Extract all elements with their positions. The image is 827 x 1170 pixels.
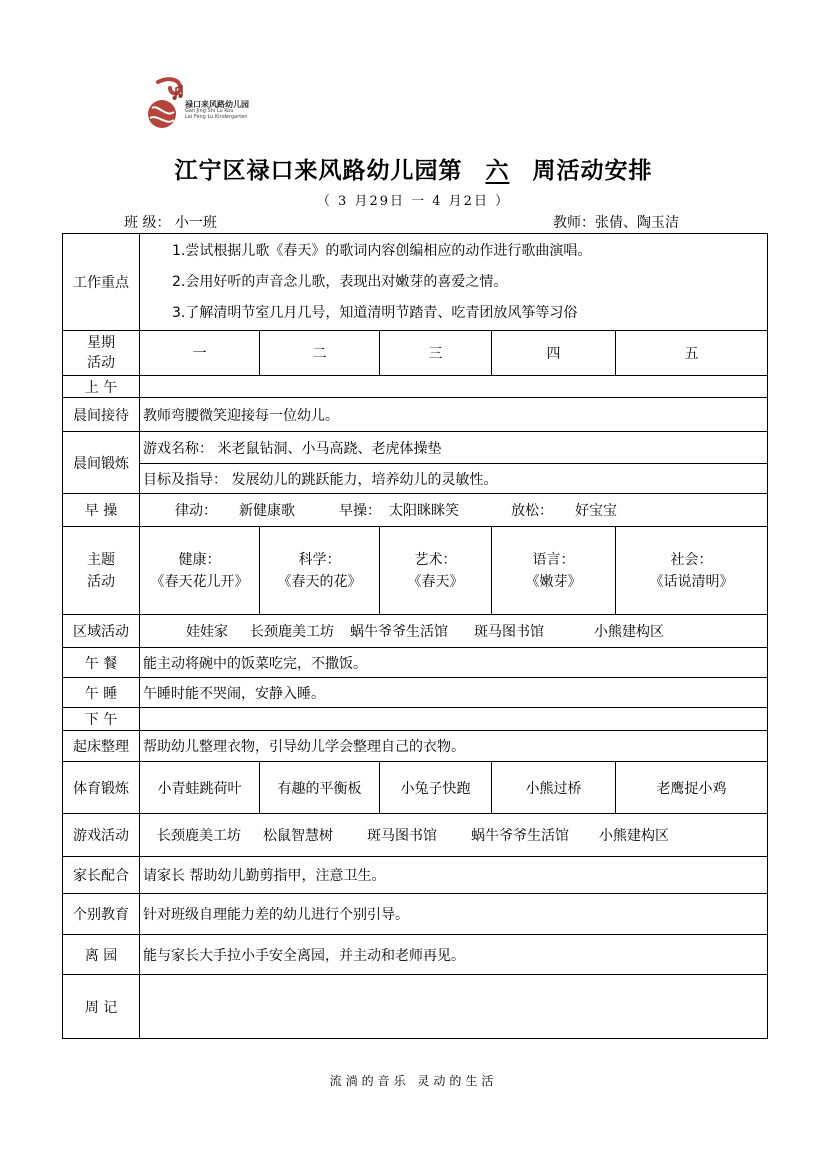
schedule-table (62, 233, 768, 1039)
early-exercise-item: 好宝宝 (575, 503, 617, 519)
theme-item (380, 527, 492, 615)
early-exercise-item: 新健康歌 (239, 503, 295, 519)
goals-row (63, 234, 768, 331)
games-item: 斑马图书馆 (367, 828, 437, 844)
pe-item: 老鹰捉小鸡 (616, 762, 768, 814)
early-exercise-row (63, 494, 768, 527)
page-title (0, 152, 827, 185)
goals-cell (140, 234, 768, 331)
area-item: 斑马图书馆 (474, 624, 544, 640)
area-item: 长颈鹿美工坊 (250, 624, 334, 640)
weekday-label-line1: 星期 (87, 335, 115, 351)
theme-title: 《嫩芽》 (525, 573, 582, 590)
early-exercise-item: 太阳眯眯笑 (389, 503, 459, 519)
theme-item (492, 527, 616, 615)
theme-subject: 语言： (532, 551, 575, 568)
wakeup-label: 起床整理 (63, 731, 140, 762)
nap-text: 午睡时能不哭闹，安静入睡。 (140, 678, 768, 708)
theme-title: 《春天》 (407, 573, 464, 590)
early-exercise-item: 早操： (339, 503, 381, 519)
theme-subject: 科学： (298, 551, 341, 568)
theme-label-line1: 主题 (87, 551, 115, 568)
morning-section-row (63, 376, 768, 398)
lunch-text: 能主动将碗中的饭菜吃完，不撒饭。 (140, 648, 768, 678)
games-item: 松鼠智慧树 (263, 828, 333, 844)
goals-label: 工作重点 (63, 234, 140, 331)
morning-label: 上 午 (63, 376, 140, 398)
reception-text: 教师弯腰微笑迎接每一位幼儿。 (140, 398, 768, 432)
games-label: 游戏活动 (63, 814, 140, 857)
theme-item (140, 527, 260, 615)
theme-title: 《话说清明》 (649, 573, 734, 590)
title-suffix: 周活动安排 (532, 157, 653, 184)
early-exercise-cell (140, 494, 768, 527)
morning-exercise-game: 游戏名称： 米老鼠钻洞、小马高跷、老虎体操垫 (140, 432, 768, 464)
wakeup-text: 帮助幼儿整理衣物，引导幼儿学会整理自己的衣物。 (140, 731, 768, 762)
weekly-note-text (140, 975, 768, 1039)
morning-exercise-label: 晨间锻炼 (63, 432, 140, 494)
weekday-fri: 五 (616, 331, 768, 376)
theme-subject: 艺术： (414, 551, 457, 568)
area-item: 小熊建构区 (594, 624, 664, 640)
pe-item: 有趣的平衡板 (260, 762, 380, 814)
theme-subject: 社会： (670, 551, 713, 568)
pe-label: 体育锻炼 (63, 762, 140, 814)
early-exercise-item: 放松： (511, 503, 553, 519)
games-item: 小熊建构区 (599, 828, 669, 844)
morning-exercise-goal: 目标及指导： 发展幼儿的跳跃能力，培养幼儿的灵敏性。 (140, 464, 768, 494)
weekday-mon: 一 (140, 331, 260, 376)
pe-item: 小熊过桥 (492, 762, 616, 814)
weekday-label-line2: 活动 (87, 355, 115, 371)
theme-item (616, 527, 768, 615)
footer-slogan: 流淌的音乐 灵动的生活 (329, 1074, 498, 1088)
goal-item: 2.会用好听的声音念儿歌，表现出对嫩芽的喜爱之情。 (172, 273, 508, 290)
parents-row (63, 857, 768, 894)
leave-text: 能与家长大手拉小手安全离园，并主动和老师再见。 (140, 935, 768, 975)
theme-title: 《春天的花》 (277, 573, 362, 590)
logo-text (185, 101, 249, 120)
individual-label: 个别教育 (63, 894, 140, 935)
games-item: 蜗牛爷爷生活馆 (471, 828, 569, 844)
area-item: 娃娃家 (186, 624, 228, 640)
goal-item: 1.尝试根据儿歌《春天》的歌词内容创编相应的动作进行歌曲演唱。 (172, 242, 592, 259)
afternoon-label: 下 午 (63, 708, 140, 731)
class-label: 班 级： 小一班 (124, 215, 217, 231)
weekday-thu: 四 (492, 331, 616, 376)
theme-title: 《春天花儿开》 (150, 573, 249, 590)
early-exercise-label: 早 操 (63, 494, 140, 527)
week-number: 六 (485, 157, 510, 184)
parents-label: 家长配合 (63, 857, 140, 894)
individual-text: 针对班级自理能力差的幼儿进行个别引导。 (140, 894, 768, 935)
lunch-label: 午 餐 (63, 648, 140, 678)
parents-text: 请家长 帮助幼儿勤剪指甲，注意卫生。 (140, 857, 768, 894)
area-label: 区域活动 (63, 615, 140, 648)
goal-item: 3.了解清明节室几月几号，知道清明节踏青、吃青团放风筝等习俗 (172, 304, 578, 321)
individual-row (63, 894, 768, 935)
pe-row (63, 762, 768, 814)
area-cell (140, 615, 768, 648)
teacher-label: 教师：张倩、陶玉洁 (553, 215, 679, 231)
theme-row (63, 527, 768, 615)
nap-label: 午 睡 (63, 678, 140, 708)
logo-name-en-2: Lai Feng Lu Kindergarten (185, 113, 248, 120)
logo-name-en-1: Gan Jing Shi Lu Kou (185, 108, 234, 115)
lunch-row (63, 648, 768, 678)
games-row (63, 814, 768, 857)
pe-item: 小兔子快跑 (380, 762, 492, 814)
weekly-note-label: 周 记 (63, 975, 140, 1039)
leave-row (63, 935, 768, 975)
leave-label: 离 园 (63, 935, 140, 975)
theme-label-line2: 活动 (87, 573, 115, 590)
date-range: （ 3 月29日 一 4 月2日 ） (316, 194, 511, 209)
early-exercise-item: 律动： (175, 503, 217, 519)
theme-label (63, 527, 140, 615)
theme-item (260, 527, 380, 615)
title-prefix: 江宁区禄口来风路幼儿园第 (174, 157, 463, 184)
nap-row (63, 678, 768, 708)
morning-exercise-row (63, 432, 768, 464)
reception-label: 晨间接待 (63, 398, 140, 432)
weekday-wed: 三 (380, 331, 492, 376)
area-row (63, 615, 768, 648)
weekly-note-row (63, 975, 768, 1039)
area-item: 蜗牛爷爷生活馆 (350, 624, 448, 640)
games-cell (140, 814, 768, 857)
afternoon-empty (140, 708, 768, 731)
afternoon-section-row (63, 708, 768, 731)
morning-exercise-goal-row (63, 464, 768, 494)
pe-item: 小青蛙跳荷叶 (140, 762, 260, 814)
logo-name-cn: 禄口来风路幼儿园 (185, 100, 249, 109)
morning-empty (140, 376, 768, 398)
reception-row (63, 398, 768, 432)
weekday-header-label (63, 331, 140, 376)
theme-subject: 健康： (178, 551, 221, 568)
weekday-tue: 二 (260, 331, 380, 376)
wakeup-row (63, 731, 768, 762)
weekday-row (63, 331, 768, 376)
games-item: 长颈鹿美工坊 (157, 828, 241, 844)
